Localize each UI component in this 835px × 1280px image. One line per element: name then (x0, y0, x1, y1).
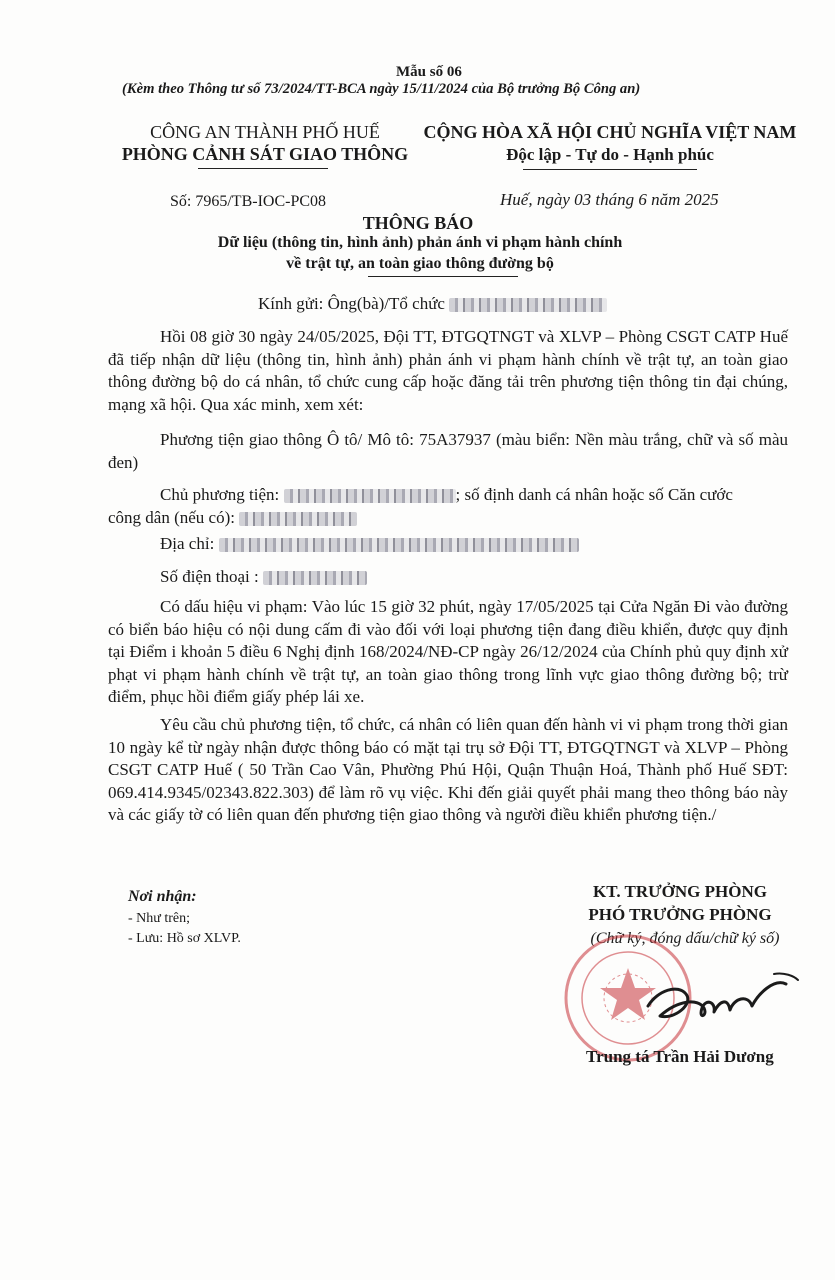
sign-title-1: KT. TRƯỞNG PHÒNG (593, 882, 767, 901)
id-label: công dân (nếu có): (108, 507, 235, 527)
recipient-item-2: - Lưu: Hồ sơ XLVP. (128, 931, 241, 946)
violation-text: Có dấu hiệu vi phạm: Vào lúc 15 giờ 32 phút, ngày 17/05/2025 tại Cửa Ngăn Đi vào đường có biển báo hiệu có nội dung cấm đi vào đối với loại phương tiện đang điều khiển, được quy định tại Điểm i khoản 5 điều 6 Nghị định 168/2024/NĐ-CP ngày 26/12/2024 của Chính phủ quy định xử phạt vi phạm hành chính về trật tự, an toàn giao thông trong lĩnh vực giao thông đường bộ; trừ điểm, phục hồi điểm giấy phép lái xe. (108, 597, 788, 706)
handwritten-signature (648, 983, 786, 1017)
document-title: THÔNG BÁO (362, 213, 474, 233)
owner-paragraph (108, 484, 788, 529)
agency-parent: CÔNG AN THÀNH PHỐ HUẾ (150, 122, 380, 142)
owner-label: Chủ phương tiện: (160, 485, 280, 504)
recipient-item-1: - Như trên; (128, 911, 191, 926)
motto-underline (523, 169, 697, 170)
official-seal (566, 936, 690, 1060)
recipient-line (258, 294, 607, 314)
document-subtitle-2: về trật tự, an toàn giao thông đường bộ (286, 255, 554, 272)
intro-paragraph (108, 326, 788, 416)
phone-paragraph (108, 566, 788, 589)
title-underline (368, 276, 518, 277)
phone-label: Số điện thoại : (160, 567, 259, 586)
recipients-title: Nơi nhận: (128, 888, 197, 905)
redacted-phone (263, 571, 367, 585)
redacted-recipient (449, 298, 607, 312)
address-paragraph (108, 533, 788, 556)
sign-note: (Chữ ký, đóng dấu/chữ ký số) (590, 930, 780, 947)
signature-stroke (774, 973, 798, 980)
request-paragraph (108, 714, 788, 827)
redacted-address (219, 538, 579, 552)
vehicle-paragraph (108, 429, 788, 474)
signer-name: Trung tá Trần Hải Dương (586, 1047, 774, 1066)
place-date: Huế, ngày 03 tháng 6 năm 2025 (500, 190, 719, 209)
owner-suffix: ; số định danh cá nhân hoặc số Căn cước (455, 485, 733, 504)
redacted-id-number (239, 512, 357, 526)
agency-name: PHÒNG CẢNH SÁT GIAO THÔNG (121, 144, 409, 164)
national-motto: Độc lập - Tự do - Hạnh phúc (506, 145, 714, 164)
agency-underline (198, 168, 328, 169)
vehicle-text: Phương tiện giao thông Ô tô/ Mô tô: 75A37937 (màu biển: Nền màu trắng, chữ và số màu đen) (108, 430, 788, 472)
form-reference: (Kèm theo Thông tư số 73/2024/TT-BCA ngày 15/11/2024 của Bộ trưởng Bộ Công an) (122, 81, 641, 97)
form-number: Mẫu số 06 (396, 64, 462, 80)
document-subtitle-1: Dữ liệu (thông tin, hình ảnh) phản ánh vi phạm hành chính (217, 234, 623, 251)
recipient-label: Kính gửi: Ông(bà)/Tổ chức (258, 294, 445, 313)
sign-title-2: PHÓ TRƯỞNG PHÒNG (588, 905, 772, 924)
intro-text: Hồi 08 giờ 30 ngày 24/05/2025, Đội TT, ĐTGQTNGT và XLVP – Phòng CSGT CATP Huế đã tiếp nhận dữ liệu (thông tin, hình ảnh) phản ánh vi phạm hành chính về trật tự, an toàn giao thông đường bộ do cá nhân, tổ chức cung cấp hoặc đăng tải trên phương tiện thông tin đại chúng, mạng xã hội. Qua xác minh, xem xét: (108, 327, 788, 414)
country-name: CỘNG HÒA XÃ HỘI CHỦ NGHĨA VIỆT NAM (423, 122, 797, 142)
violation-paragraph (108, 596, 788, 709)
request-text: Yêu cầu chủ phương tiện, tổ chức, cá nhân có liên quan đến hành vi vi phạm trong thời gian 10 ngày kể từ ngày nhận được thông báo có mặt tại trụ sở Đội TT, ĐTGQTNGT và XLVP – Phòng CSGT CATP Huế ( 50 Trần Cao Vân, Phường Phú Hội, Quận Thuận Hoá, Thành phố Huế SĐT: 069.414.9345/02343.822.303) để làm rõ vụ việc. Khi đến giải quyết phải mang theo thông báo này và các giấy tờ có liên quan đến phương tiện giao thông và người điều khiển phương tiện./ (108, 715, 788, 824)
document-number: Số: 7965/TB-IOC-PC08 (170, 193, 327, 210)
redacted-owner-name (284, 489, 456, 503)
address-label: Địa chỉ: (160, 534, 215, 553)
